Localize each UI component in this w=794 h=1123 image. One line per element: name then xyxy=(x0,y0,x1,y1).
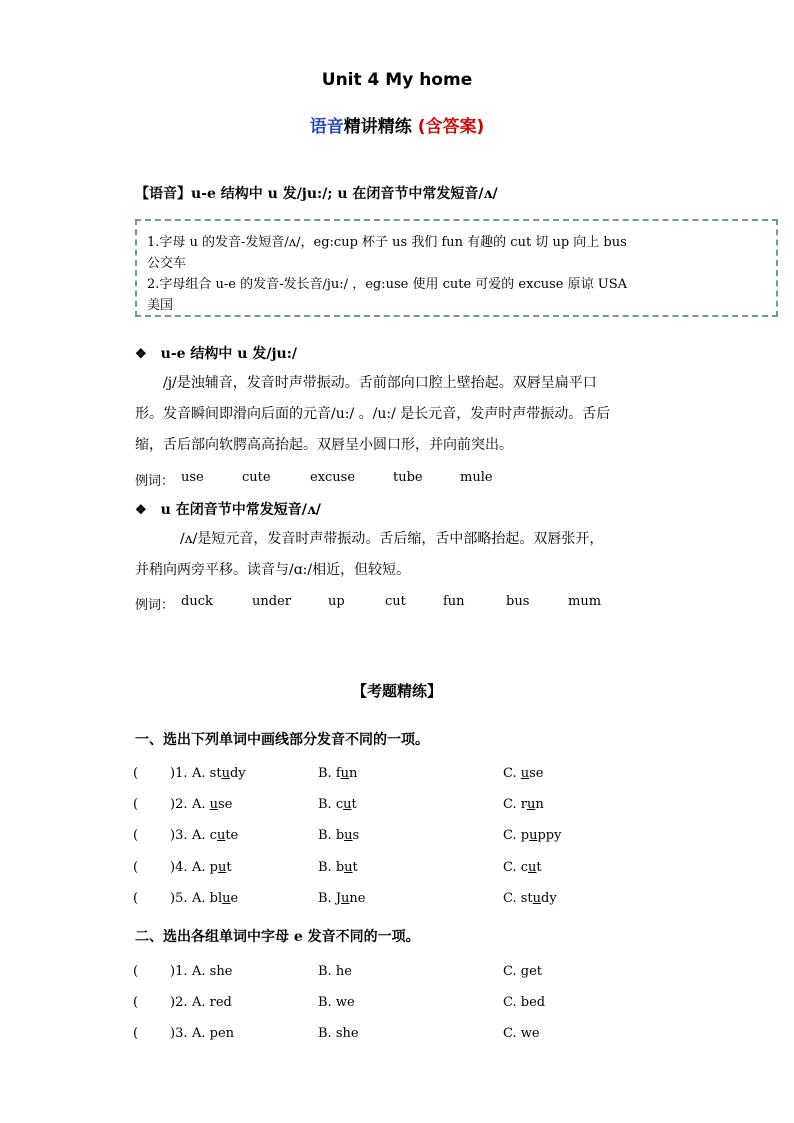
question-row xyxy=(0,797,794,817)
rule2-line1: /ʌ/是短元音，发音时声带振动。舌后缩，舌中部略抬起。双唇张开， xyxy=(180,531,604,547)
example-word: bus xyxy=(506,594,530,609)
option-b: B. we xyxy=(318,995,355,1010)
question-number: )4. xyxy=(170,859,188,875)
option-a: A. she xyxy=(192,964,233,979)
option-a: A. study xyxy=(192,766,246,781)
underlined-letter: u xyxy=(529,828,538,844)
rule2-heading xyxy=(135,499,321,519)
subtitle-black: 精讲精练 xyxy=(343,117,412,137)
question-row xyxy=(0,1026,794,1046)
underlined-letter: u xyxy=(340,766,350,781)
answer-blank: ( xyxy=(133,995,139,1010)
example-word: cut xyxy=(385,594,406,609)
question-number: )5. xyxy=(170,890,188,906)
box-line-2a: 2.字母组合 u-e 的发音-发长音/ju:/ ，eg:use 使用 cute 可爱的 excuse 原谅 USA xyxy=(147,277,627,292)
option-b: B. cut xyxy=(318,797,357,813)
underlined-letter: u xyxy=(341,890,350,906)
option-c: C. we xyxy=(503,1026,540,1041)
page-title: Unit 4 My home xyxy=(321,70,473,90)
option-c: C. run xyxy=(503,797,544,813)
answer-blank: ( xyxy=(133,828,139,844)
option-b: B. bus xyxy=(318,828,360,844)
option-a: A. use xyxy=(192,797,233,813)
question-row xyxy=(0,891,794,911)
answer-blank: ( xyxy=(133,1026,139,1041)
phonics-header: 【语音】u-e 结构中 u 发/ju:/; u 在闭音节中常发短音/ʌ/ xyxy=(135,186,498,202)
example-word: mule xyxy=(460,470,493,485)
rule1-heading xyxy=(135,343,297,363)
question-number: )3. xyxy=(170,1026,188,1041)
underlined-letter: u xyxy=(532,890,542,906)
box-line-2b: 美国 xyxy=(147,298,174,313)
underlined-letter: u xyxy=(528,859,537,875)
phonics-summary-box xyxy=(135,219,778,317)
example-word: up xyxy=(328,594,345,609)
rule2-heading-text: u 在闭音节中常发短音/ʌ/ xyxy=(160,502,321,518)
underlined-letter: u xyxy=(344,859,353,875)
answer-blank: ( xyxy=(133,890,139,906)
rule1-line3: 缩，舌后部向软腭高高抬起。双唇呈小圆口形，并向前突出。 xyxy=(135,437,513,453)
example-word: duck xyxy=(181,594,213,609)
underlined-letter: u xyxy=(222,890,231,906)
part2-title: 二、选出各组单词中字母 e 发音不同的一项。 xyxy=(135,929,420,945)
option-a: A. put xyxy=(192,859,232,875)
rule1-heading-text: u-e 结构中 u 发/ju:/ xyxy=(160,346,297,362)
option-a: A. blue xyxy=(192,890,239,906)
part1-title: 一、选出下列单词中画线部分发音不同的一项。 xyxy=(135,732,429,748)
example-word: excuse xyxy=(310,470,356,485)
underlined-letter: u xyxy=(520,766,530,781)
example-word: cute xyxy=(242,470,271,485)
question-row xyxy=(0,860,794,880)
answer-blank: ( xyxy=(133,797,139,813)
option-a: A. cute xyxy=(192,828,239,844)
answer-blank: ( xyxy=(133,766,139,781)
subtitle-blue: 语音 xyxy=(309,117,344,137)
option-c: C. use xyxy=(503,766,544,781)
option-b: B. he xyxy=(318,964,352,979)
diamond-bullet-icon: ❖ xyxy=(135,503,147,518)
option-c: C. bed xyxy=(503,995,546,1010)
rule2-examples xyxy=(135,594,602,613)
option-b: B. June xyxy=(318,890,366,906)
underlined-letter: u xyxy=(526,797,536,813)
underlined-letter: u xyxy=(221,766,230,781)
underlined-letter: u xyxy=(343,797,352,813)
box-line-1b: 公交车 xyxy=(147,256,187,271)
example-word: use xyxy=(181,470,204,485)
option-c: C. study xyxy=(503,890,557,906)
examples-label: 例词： xyxy=(135,474,175,489)
option-b: B. but xyxy=(318,859,358,875)
question-row xyxy=(0,828,794,848)
page-subtitle xyxy=(0,112,794,137)
question-number: )1. xyxy=(170,766,188,781)
question-number: )3. xyxy=(170,828,188,844)
rule1-line1: /j/是浊辅音，发音时声带振动。舌前部向口腔上壁抬起。双唇呈扁平口 xyxy=(163,375,597,391)
rule2-line2: 并稍向两旁平移。读音与/ɑ:/相近，但较短。 xyxy=(135,562,411,578)
diamond-bullet-icon: ❖ xyxy=(135,347,147,362)
example-word: fun xyxy=(443,594,465,609)
question-number: )2. xyxy=(170,995,188,1010)
underlined-letter: u xyxy=(344,828,353,844)
option-c: C. puppy xyxy=(503,828,562,844)
option-c: C. get xyxy=(503,964,542,979)
option-c: C. cut xyxy=(503,859,542,875)
option-b: B. fun xyxy=(318,766,358,781)
question-number: )2. xyxy=(170,797,188,813)
option-a: A. red xyxy=(192,995,232,1010)
underlined-letter: u xyxy=(209,797,219,813)
question-row xyxy=(0,964,794,984)
example-word: tube xyxy=(393,470,423,485)
example-word: under xyxy=(252,594,291,609)
box-line-1a: 1.字母 u 的发音-发短音/ʌ/，eg:cup 杯子 us 我们 fun 有趣的 cut 切 up 向上 bus xyxy=(147,235,627,250)
answer-blank: ( xyxy=(133,859,139,875)
question-row xyxy=(0,995,794,1015)
subtitle-red: (含答案) xyxy=(417,117,485,137)
option-b: B. she xyxy=(318,1026,359,1041)
exercise-title: 【考题精练】 xyxy=(351,682,442,700)
question-row xyxy=(0,766,794,786)
answer-blank: ( xyxy=(133,964,139,979)
rule1-examples xyxy=(135,470,493,489)
option-a: A. pen xyxy=(192,1026,235,1041)
examples-label: 例词： xyxy=(135,598,175,613)
rule1-line2: 形。发音瞬间即滑向后面的元音/u:/ 。/u:/ 是长元音，发声时声带振动。舌后 xyxy=(135,406,611,422)
example-word: mum xyxy=(568,594,602,609)
underlined-letter: u xyxy=(216,828,226,844)
question-number: )1. xyxy=(170,964,188,979)
underlined-letter: u xyxy=(217,859,227,875)
